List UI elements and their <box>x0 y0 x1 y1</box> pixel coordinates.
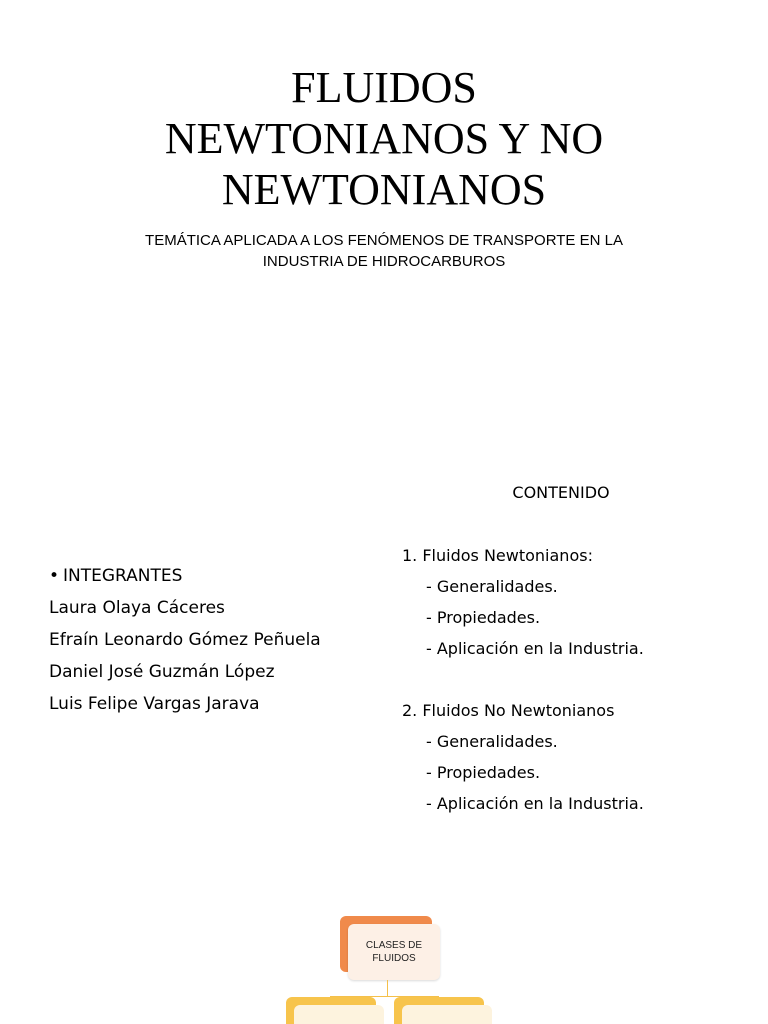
root-node-label-line: CLASES DE <box>365 940 423 951</box>
member-name: Daniel José Guzmán López <box>49 662 275 682</box>
members-heading: INTEGRANTES <box>63 566 183 586</box>
contents-section-title: 1. Fluidos Newtonianos: <box>402 546 593 565</box>
contents-item: - Generalidades. <box>426 732 558 751</box>
contents-list <box>402 540 762 819</box>
contents-item: - Generalidades. <box>426 577 558 596</box>
child-node-right <box>402 1005 492 1024</box>
spacer <box>402 664 762 695</box>
title-line: FLUIDOS <box>291 63 477 112</box>
contents-item: - Aplicación en la Industria. <box>426 794 644 813</box>
title-line: NEWTONIANOS Y NO <box>164 114 604 163</box>
contents-item: - Aplicación en la Industria. <box>426 639 644 658</box>
contents-section-title: 2. Fluidos No Newtonianos <box>402 701 615 720</box>
child-node-left <box>294 1005 384 1024</box>
member-name: Laura Olaya Cáceres <box>49 598 225 618</box>
contents-heading: CONTENIDO <box>512 483 610 502</box>
diagram-slide <box>0 870 768 1024</box>
contents-item: - Propiedades. <box>426 608 541 627</box>
title-line: NEWTONIANOS <box>221 165 547 214</box>
member-name: Efraín Leonardo Gómez Peñuela <box>49 630 321 650</box>
title-slide <box>0 0 768 430</box>
members-heading-row <box>49 560 389 592</box>
presentation-title <box>0 62 768 215</box>
bullet-icon: • <box>49 566 60 586</box>
contents-item: - Propiedades. <box>426 763 541 782</box>
info-slide <box>0 430 768 870</box>
subtitle-line: INDUSTRIA DE HIDROCARBUROS <box>262 253 506 270</box>
presentation-subtitle <box>110 230 658 272</box>
connector-line <box>387 980 388 996</box>
subtitle-line: TEMÁTICA APLICADA A LOS FENÓMENOS DE TRANSPORTE EN LA <box>145 232 623 249</box>
root-node <box>348 924 440 980</box>
root-node-label-line: FLUIDOS <box>372 953 416 964</box>
member-name: Luis Felipe Vargas Jarava <box>49 694 260 714</box>
members-list <box>49 560 389 720</box>
